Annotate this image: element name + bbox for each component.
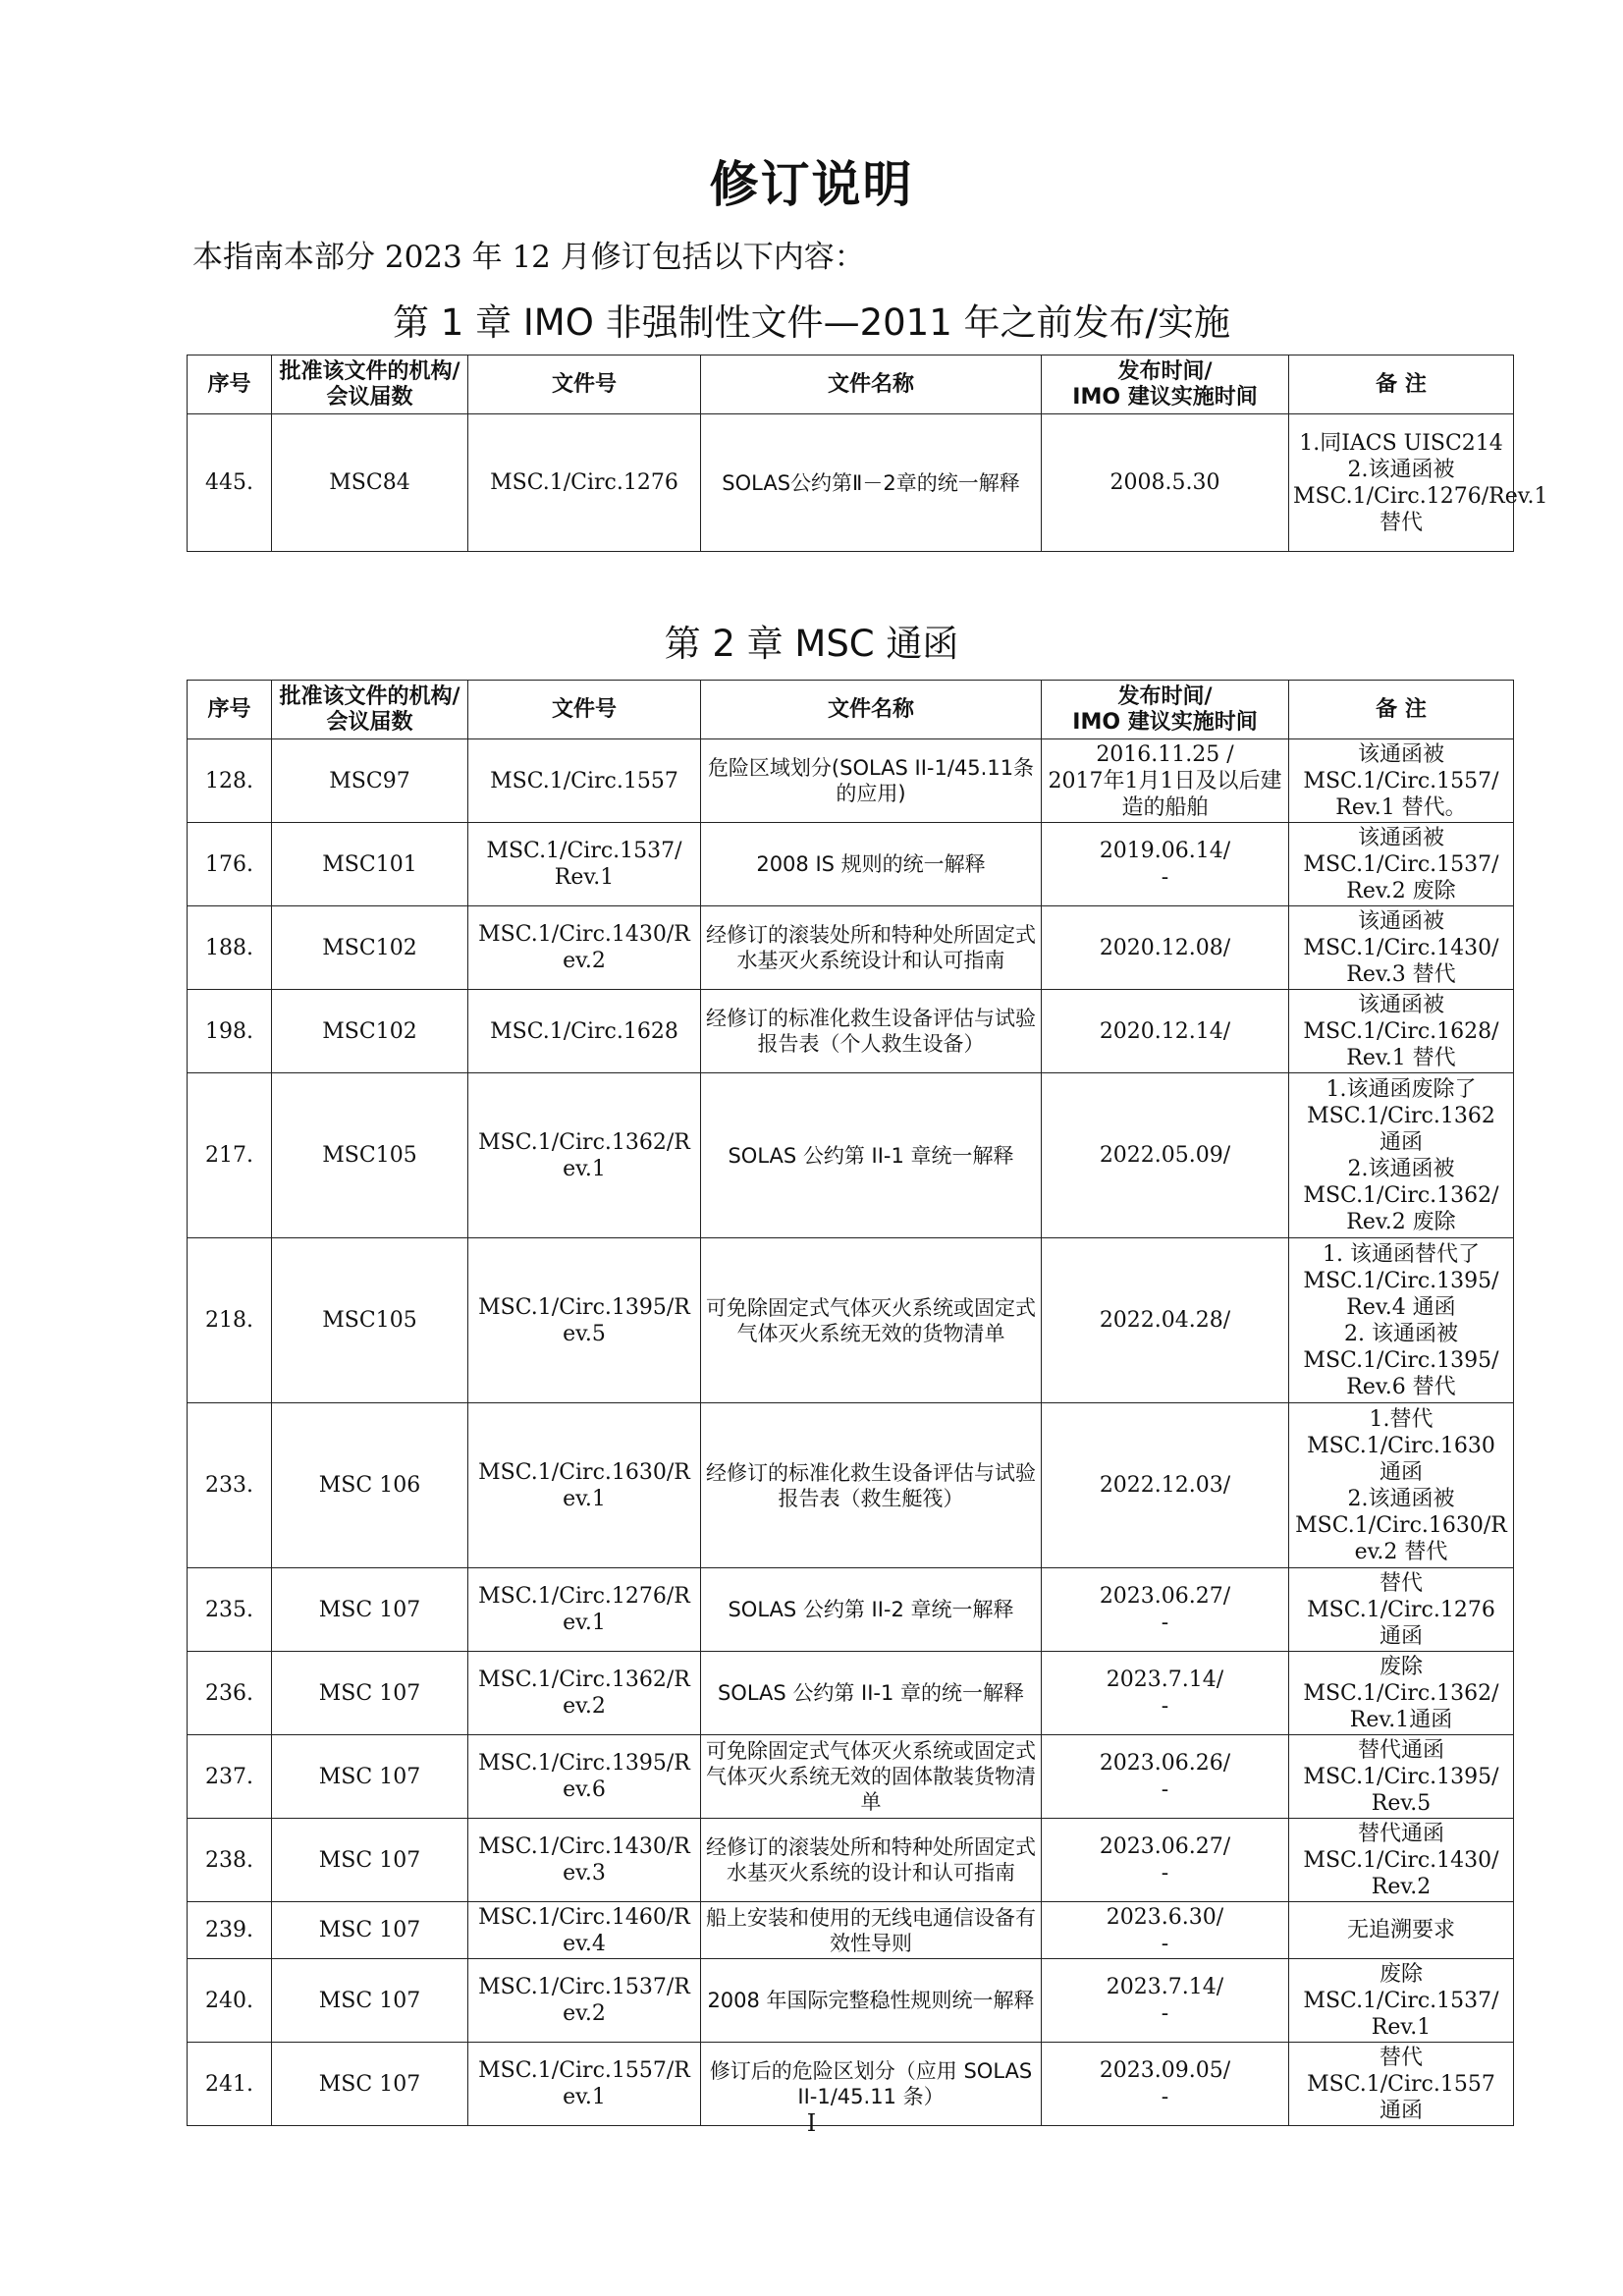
cell-doc: MSC.1/Circ.1430/R ev.3 — [468, 1819, 701, 1902]
chapter2-table — [187, 680, 1514, 2126]
cell-name: 可免除固定式气体灭火系统或固定式气体灭火系统无效的固体散装货物清单 — [701, 1735, 1042, 1819]
cell-note: 该通函被 MSC.1/Circ.1537/ Rev.2 废除 — [1289, 823, 1514, 906]
cell-date: 2022.05.09/ — [1042, 1073, 1289, 1238]
cell-body: MSC 107 — [272, 1568, 468, 1652]
cell-body: MSC102 — [272, 906, 468, 990]
header-note: 备 注 — [1289, 681, 1514, 739]
cell-name: 2008 年国际完整稳性规则统一解释 — [701, 1959, 1042, 2043]
cell-body: MSC105 — [272, 1238, 468, 1403]
cell-doc: MSC.1/Circ.1362/R ev.2 — [468, 1652, 701, 1735]
cell-doc: MSC.1/Circ.1630/R ev.1 — [468, 1403, 701, 1568]
cell-note: 替代通函 MSC.1/Circ.1395/ Rev.5 — [1289, 1735, 1514, 1819]
cell-name: 经修订的标准化救生设备评估与试验报告表（救生艇筏） — [701, 1403, 1042, 1568]
cell-doc: MSC.1/Circ.1537/ Rev.1 — [468, 823, 701, 906]
cell-doc: MSC.1/Circ.1395/R ev.6 — [468, 1735, 701, 1819]
cell-note: 替代 MSC.1/Circ.1557 通函 — [1289, 2043, 1514, 2126]
cell-date: 2022.12.03/ — [1042, 1403, 1289, 1568]
table-row — [188, 1403, 1514, 1568]
cell-date: 2016.11.25 / 2017年1月1日及以后建造的船舶 — [1042, 739, 1289, 823]
cell-body: MSC102 — [272, 990, 468, 1073]
cell-no: 128. — [188, 739, 272, 823]
table-header-row — [188, 681, 1514, 739]
cell-body: MSC 107 — [272, 1735, 468, 1819]
cell-name: SOLAS 公约第 II-1 章的统一解释 — [701, 1652, 1042, 1735]
table-row — [188, 414, 1514, 552]
cell-body: MSC101 — [272, 823, 468, 906]
cell-no: 188. — [188, 906, 272, 990]
table-row — [188, 990, 1514, 1073]
intro-text: 本指南本部分 2023 年 12 月修订包括以下内容： — [192, 240, 865, 275]
cell-no: 218. — [188, 1238, 272, 1403]
cell-name: 2008 IS 规则的统一解释 — [701, 823, 1042, 906]
header-doc: 文件号 — [468, 681, 701, 739]
cell-name: 危险区域划分(SOLAS II-1/45.11条的应用) — [701, 739, 1042, 823]
cell-note: 替代 MSC.1/Circ.1276 通函 — [1289, 1568, 1514, 1652]
cell-doc: MSC.1/Circ.1628 — [468, 990, 701, 1073]
cell-date: 2023.06.27/ - — [1042, 1568, 1289, 1652]
cell-date: 2023.6.30/ - — [1042, 1902, 1289, 1959]
table-row — [188, 739, 1514, 823]
cell-name: 经修订的滚装处所和特种处所固定式水基灭火系统设计和认可指南 — [701, 906, 1042, 990]
header-date: 发布时间/ IMO 建议实施时间 — [1042, 355, 1289, 414]
cell-note: 该通函被 MSC.1/Circ.1628/ Rev.1 替代 — [1289, 990, 1514, 1073]
header-body: 批准该文件的机构/会议届数 — [272, 681, 468, 739]
cell-doc: MSC.1/Circ.1276/R ev.1 — [468, 1568, 701, 1652]
cell-no: 176. — [188, 823, 272, 906]
table-row — [188, 1959, 1514, 2043]
cell-note: 1. 该通函替代了 MSC.1/Circ.1395/ Rev.4 通函 2. 该通函被 MSC.1/Circ.1395/ Rev.6 替代 — [1289, 1238, 1514, 1403]
table-row — [188, 1819, 1514, 1902]
cell-name: 可免除固定式气体灭火系统或固定式气体灭火系统无效的货物清单 — [701, 1238, 1042, 1403]
page-number: I — [806, 2109, 817, 2137]
cell-no: 236. — [188, 1652, 272, 1735]
cell-note: 1.替代 MSC.1/Circ.1630 通函 2.该通函被 MSC.1/Circ.1630/R ev.2 替代 — [1289, 1403, 1514, 1568]
cell-date: 2008.5.30 — [1042, 414, 1289, 552]
header-date: 发布时间/ IMO 建议实施时间 — [1042, 681, 1289, 739]
cell-name: SOLAS 公约第 II-2 章统一解释 — [701, 1568, 1042, 1652]
cell-doc: MSC.1/Circ.1460/R ev.4 — [468, 1902, 701, 1959]
cell-note: 废除 MSC.1/Circ.1362/ Rev.1通函 — [1289, 1652, 1514, 1735]
cell-body: MSC 107 — [272, 1819, 468, 1902]
table-row — [188, 1902, 1514, 1959]
table-header-row — [188, 355, 1514, 414]
cell-body: MSC 107 — [272, 1959, 468, 2043]
table-row — [188, 906, 1514, 990]
cell-no: 235. — [188, 1568, 272, 1652]
header-name: 文件名称 — [701, 355, 1042, 414]
cell-date: 2020.12.08/ — [1042, 906, 1289, 990]
cell-doc: MSC.1/Circ.1395/R ev.5 — [468, 1238, 701, 1403]
cell-doc: MSC.1/Circ.1362/R ev.1 — [468, 1073, 701, 1238]
chapter2-title: 第 2 章 MSC 通函 — [664, 623, 959, 665]
cell-body: MSC 107 — [272, 1902, 468, 1959]
cell-body: MSC 107 — [272, 2043, 468, 2126]
header-no: 序号 — [188, 681, 272, 739]
table-row — [188, 1735, 1514, 1819]
cell-date: 2023.09.05/ - — [1042, 2043, 1289, 2126]
header-doc: 文件号 — [468, 355, 701, 414]
table-row — [188, 1238, 1514, 1403]
cell-date: 2023.7.14/ - — [1042, 1959, 1289, 2043]
header-note: 备 注 — [1289, 355, 1514, 414]
cell-note: 1.同IACS UISC214 2.该通函被MSC.1/Circ.1276/Rev.1替代 — [1289, 414, 1514, 552]
cell-name: 船上安装和使用的无线电通信设备有效性导则 — [701, 1902, 1042, 1959]
cell-note: 该通函被 MSC.1/Circ.1557/ Rev.1 替代。 — [1289, 739, 1514, 823]
cell-no: 240. — [188, 1959, 272, 2043]
cell-no: 217. — [188, 1073, 272, 1238]
cell-doc: MSC.1/Circ.1537/R ev.2 — [468, 1959, 701, 2043]
cell-body: MSC97 — [272, 739, 468, 823]
cell-note: 废除 MSC.1/Circ.1537/ Rev.1 — [1289, 1959, 1514, 2043]
cell-no: 198. — [188, 990, 272, 1073]
cell-no: 445. — [188, 414, 272, 552]
table-row — [188, 1652, 1514, 1735]
cell-date: 2023.06.27/ - — [1042, 1819, 1289, 1902]
header-name: 文件名称 — [701, 681, 1042, 739]
header-body: 批准该文件的机构/会议届数 — [272, 355, 468, 414]
cell-no: 239. — [188, 1902, 272, 1959]
cell-date: 2022.04.28/ — [1042, 1238, 1289, 1403]
cell-body: MSC 106 — [272, 1403, 468, 1568]
cell-no: 241. — [188, 2043, 272, 2126]
cell-date: 2023.06.26/ - — [1042, 1735, 1289, 1819]
cell-name: SOLAS公约第Ⅱ－2章的统一解释 — [701, 414, 1042, 552]
cell-name: SOLAS 公约第 II-1 章统一解释 — [701, 1073, 1042, 1238]
chapter1-table — [187, 355, 1548, 552]
header-no: 序号 — [188, 355, 272, 414]
cell-doc: MSC.1/Circ.1557 — [468, 739, 701, 823]
cell-name: 修订后的危险区划分（应用 SOLAS II-1/45.11 条） — [701, 2043, 1042, 2126]
cell-no: 233. — [188, 1403, 272, 1568]
table-row — [188, 1073, 1514, 1238]
cell-date: 2020.12.14/ — [1042, 990, 1289, 1073]
cell-doc: MSC.1/Circ.1557/R ev.1 — [468, 2043, 701, 2126]
cell-no: 238. — [188, 1819, 272, 1902]
cell-note: 该通函被 MSC.1/Circ.1430/ Rev.3 替代 — [1289, 906, 1514, 990]
cell-note: 替代通函 MSC.1/Circ.1430/ Rev.2 — [1289, 1819, 1514, 1902]
cell-body: MSC105 — [272, 1073, 468, 1238]
cell-note: 1.该通函废除了 MSC.1/Circ.1362 通函 2.该通函被 MSC.1/Circ.1362/ Rev.2 废除 — [1289, 1073, 1514, 1238]
cell-doc: MSC.1/Circ.1276 — [468, 414, 701, 552]
cell-name: 经修订的滚装处所和特种处所固定式水基灭火系统的设计和认可指南 — [701, 1819, 1042, 1902]
cell-no: 237. — [188, 1735, 272, 1819]
chapter1-title: 第 1 章 IMO 非强制性文件—2011 年之前发布/实施 — [393, 301, 1230, 344]
table-row — [188, 823, 1514, 906]
cell-body: MSC84 — [272, 414, 468, 552]
cell-name: 经修订的标准化救生设备评估与试验报告表（个人救生设备） — [701, 990, 1042, 1073]
page-title: 修订说明 — [709, 156, 914, 213]
cell-note: 无追溯要求 — [1289, 1902, 1514, 1959]
table-row — [188, 1568, 1514, 1652]
cell-date: 2023.7.14/ - — [1042, 1652, 1289, 1735]
cell-body: MSC 107 — [272, 1652, 468, 1735]
cell-doc: MSC.1/Circ.1430/R ev.2 — [468, 906, 701, 990]
cell-date: 2019.06.14/ - — [1042, 823, 1289, 906]
